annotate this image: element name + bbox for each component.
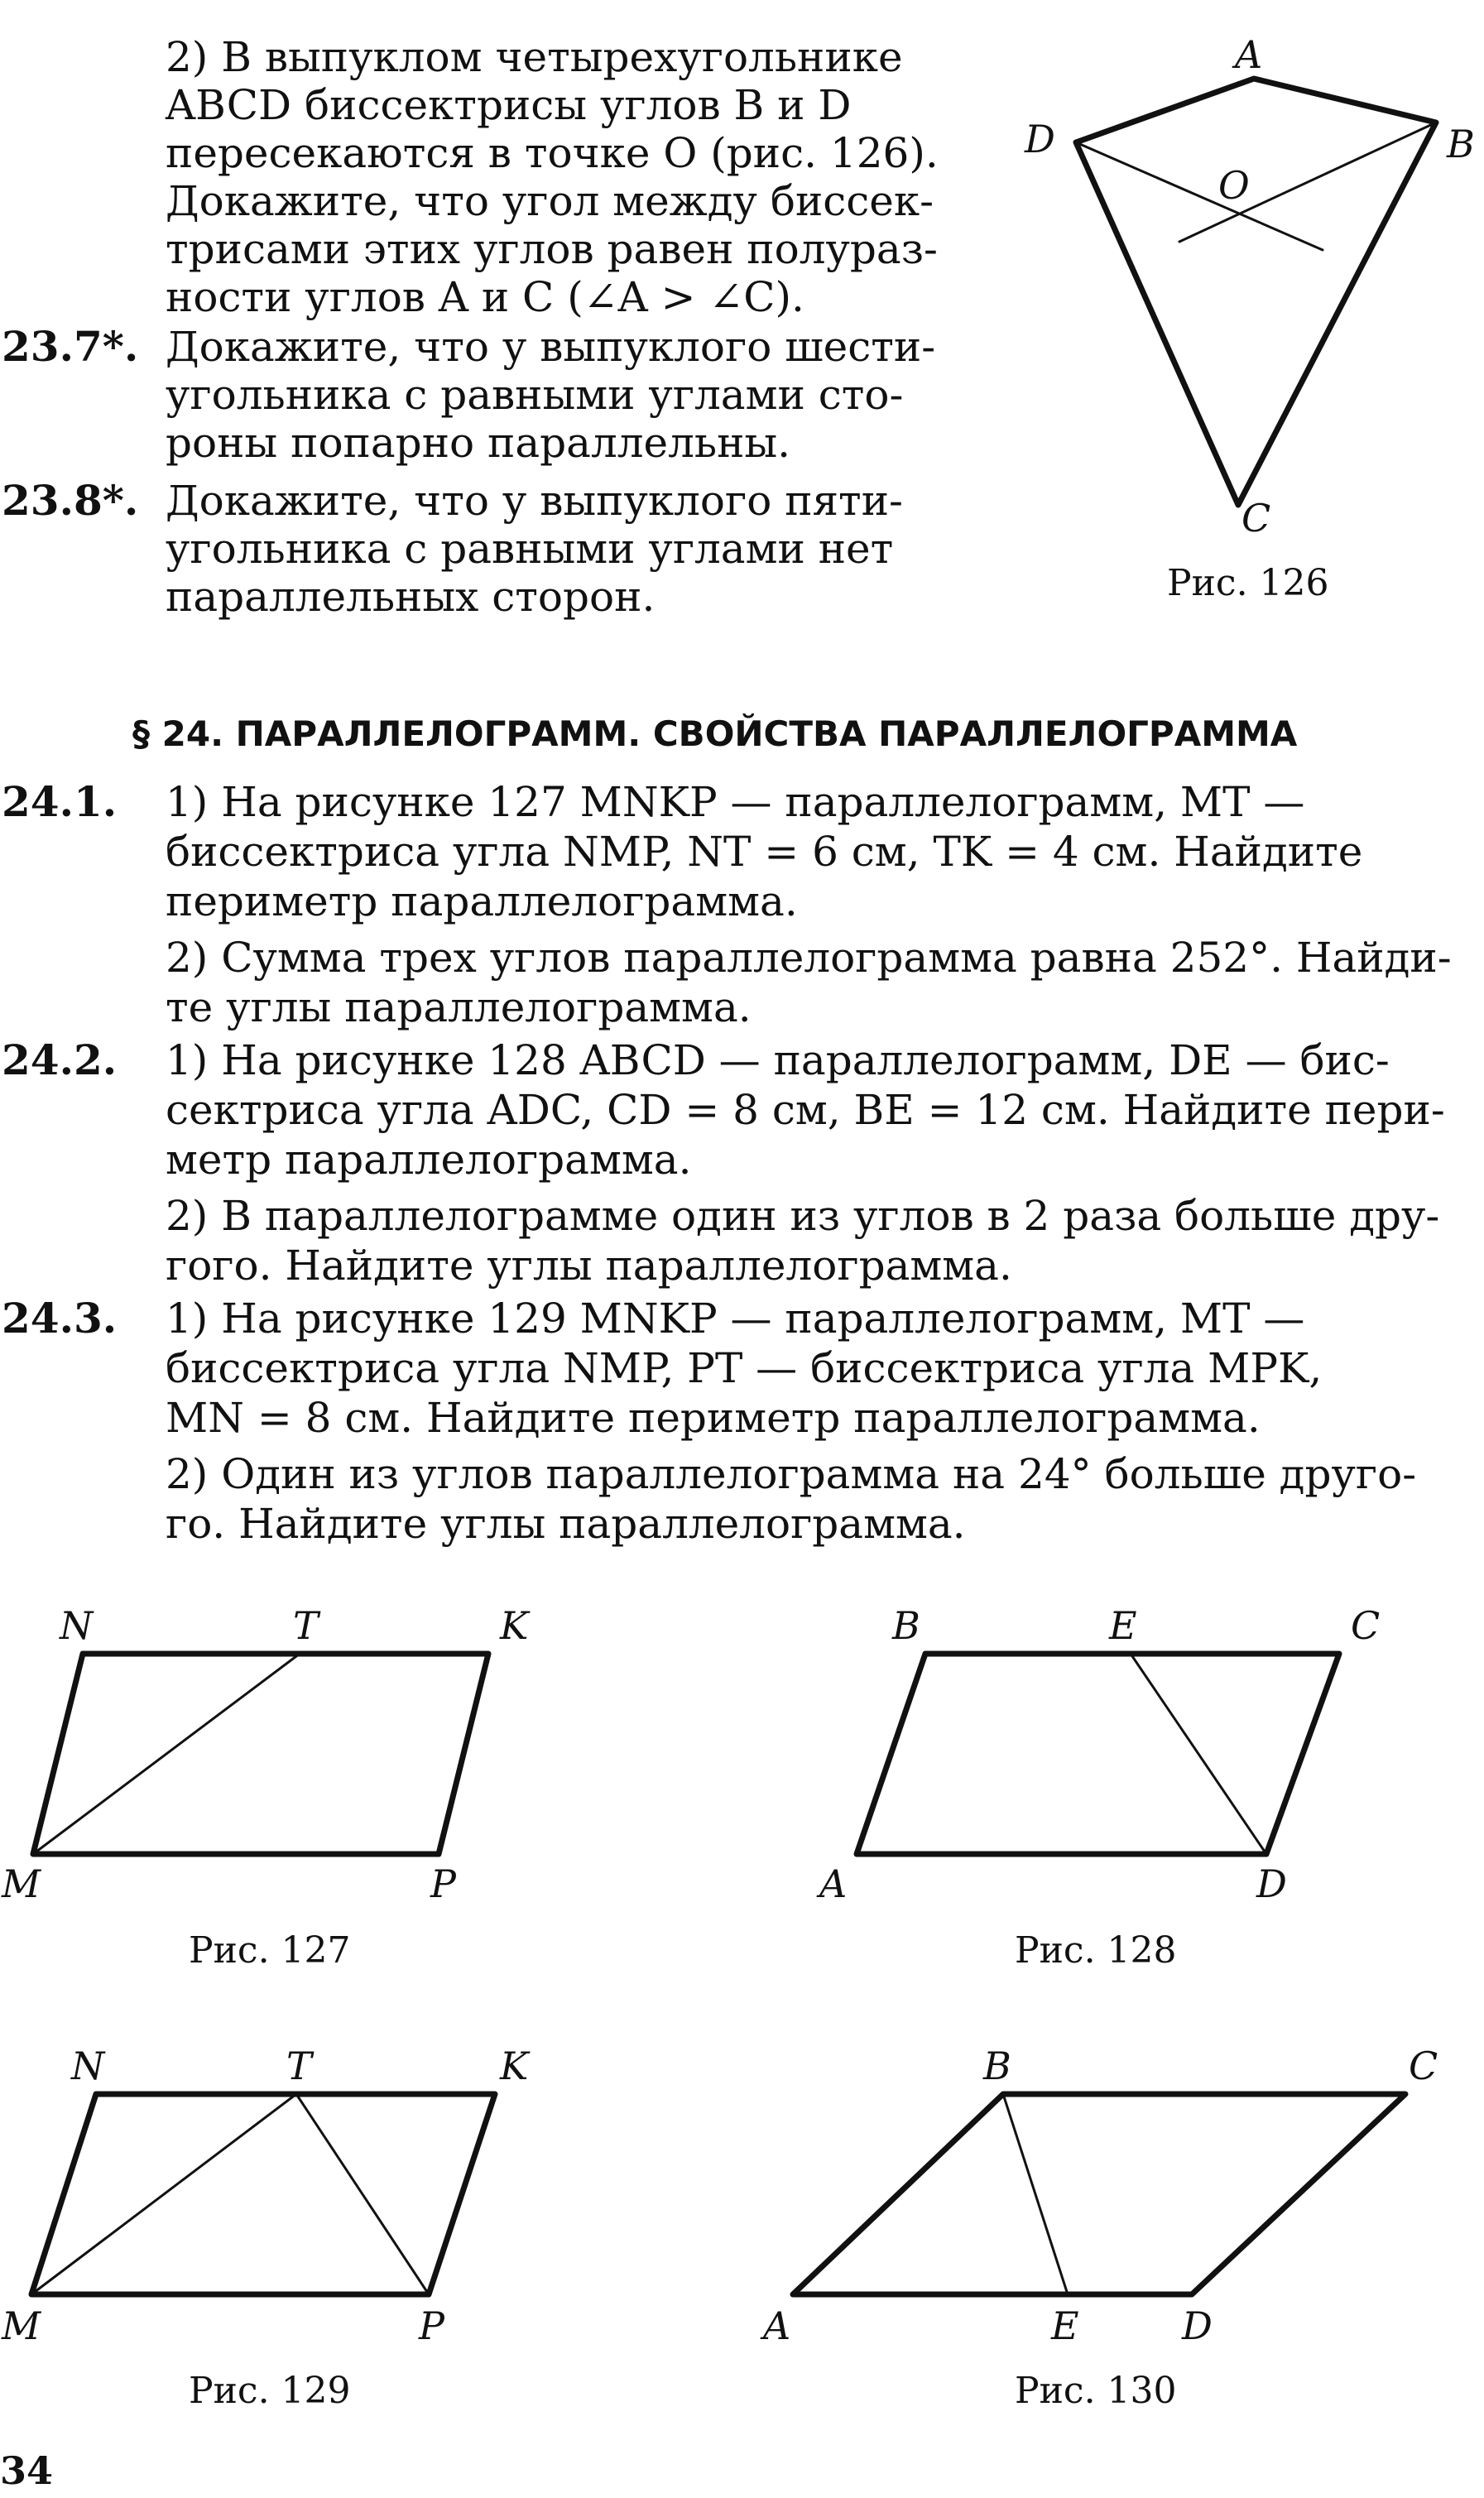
caption-129: Рис. 129	[189, 2370, 351, 2412]
text-line: угольника с равными углами нет	[166, 525, 894, 573]
label-p: P	[430, 1861, 456, 1906]
text-line: параллельных сторон.	[166, 573, 656, 621]
text-line: гого. Найдите углы параллелограмма.	[166, 1242, 1012, 1290]
label-b: B	[892, 1603, 920, 1648]
page-number: 34	[0, 2448, 54, 2493]
caption-130: Рис. 130	[1015, 2370, 1177, 2412]
text-line: трисами этих углов равен полураз-	[166, 225, 938, 273]
text-line: сектриса угла ADC, CD = 8 см, BE = 12 см. Найдите пери-	[166, 1086, 1445, 1134]
text-line: 2) В выпуклом четырехугольнике	[166, 33, 903, 81]
text-line: ABCD биссектрисы углов B и D	[166, 81, 852, 129]
label-a: A	[763, 2303, 791, 2348]
label-a: A	[819, 1861, 848, 1906]
text-line: те углы параллелограмма.	[166, 983, 752, 1031]
caption-127: Рис. 127	[189, 1929, 351, 1972]
section-heading: § 24. ПАРАЛЛЕЛОГРАММ. СВОЙСТВА ПАРАЛЛЕЛОГРАММА	[132, 713, 1298, 754]
label-o: O	[1218, 163, 1250, 208]
text-line: 1) На рисунке 128 ABCD — параллелограмм, DE — бис-	[166, 1036, 1390, 1084]
label-t: T	[286, 2044, 312, 2088]
label-c: C	[1409, 2044, 1438, 2088]
text-line: угольника с равными углами сто-	[166, 371, 904, 419]
caption-128: Рис. 128	[1015, 1929, 1177, 1972]
label-n: N	[71, 2044, 105, 2088]
label-e: E	[1109, 1603, 1137, 1648]
text-line: 1) На рисунке 129 MNKP — параллелограмм, MT —	[166, 1295, 1305, 1343]
text-line: биссектриса угла NMP, PT — биссектриса угла MPK,	[166, 1344, 1323, 1392]
text-line: периметр параллелограмма.	[166, 877, 798, 925]
text-line: Докажите, что у выпуклого шести-	[166, 323, 936, 371]
text-line: Докажите, что угол между биссек-	[166, 177, 934, 225]
problem-number: 23.7*.	[2, 322, 139, 371]
problem-number: 23.8*.	[2, 476, 139, 525]
parallelogram-abcd	[793, 2094, 1405, 2294]
label-d: D	[1256, 1861, 1287, 1906]
label-k: K	[500, 2044, 529, 2088]
text-line: ности углов A и C (∠A > ∠C).	[166, 273, 804, 321]
text-line: 2) Сумма трех углов параллелограмма равна 252°. Найди-	[166, 934, 1452, 982]
text-line: пересекаются в точке O (рис. 126).	[166, 129, 939, 177]
caption-126: Рис. 126	[1167, 562, 1329, 604]
segment-be	[1003, 2094, 1068, 2294]
problem-number: 24.1.	[2, 777, 118, 826]
label-t: T	[293, 1603, 319, 1648]
label-b: B	[983, 2044, 1011, 2088]
text-line: 2) В параллелограмме один из углов в 2 раза больше дру-	[166, 1192, 1440, 1240]
label-n: N	[60, 1603, 94, 1648]
label-d: D	[1182, 2303, 1213, 2348]
label-m: M	[2, 2303, 41, 2348]
text-line: 2) Один из углов параллелограмма на 24° больше друго-	[166, 1450, 1417, 1498]
label-d: D	[1025, 117, 1055, 161]
label-c: C	[1351, 1603, 1381, 1648]
label-k: K	[500, 1603, 529, 1648]
text-line: 1) На рисунке 127 MNKP — параллелограмм, MT —	[166, 778, 1305, 826]
label-m: M	[2, 1861, 41, 1906]
problem-number: 24.2.	[2, 1035, 118, 1084]
text-line: метр параллелограмма.	[166, 1136, 692, 1184]
text-line: го. Найдите углы параллелограмма.	[166, 1500, 966, 1548]
label-e: E	[1051, 2303, 1079, 2348]
label-b: B	[1447, 122, 1475, 166]
text-line: роны попарно параллельны.	[166, 419, 791, 467]
text-line: MN = 8 см. Найдите периметр параллелограмма.	[166, 1394, 1261, 1442]
problem-number: 24.3.	[2, 1294, 118, 1343]
label-p: P	[419, 2303, 444, 2348]
text-line: биссектриса угла NMP, NT = 6 см, TK = 4 см. Найдите	[166, 828, 1363, 876]
text-line: Докажите, что у выпуклого пяти-	[166, 477, 903, 525]
label-a: A	[1235, 32, 1263, 77]
label-c: C	[1241, 496, 1271, 540]
